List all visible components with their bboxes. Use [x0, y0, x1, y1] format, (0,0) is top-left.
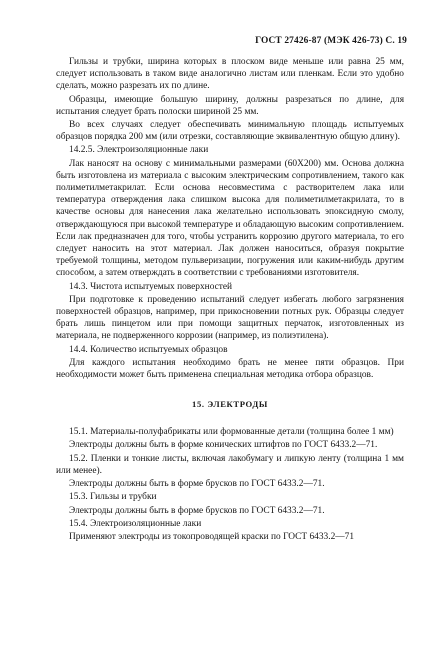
- page-body: [56, 56, 404, 544]
- paragraph-15-3-electrodes: Электроды должны быть в форме брусков по ГОСТ 6433.2—71.: [69, 505, 325, 516]
- paragraph-wide-samples: Образцы, имеющие большую ширину, должны разрезаться по длине, для испытания следует брать полоски шириной 25 мм.: [56, 94, 404, 117]
- subsection-14-2-5-title: 14.2.5. Электроизоляционные лаки: [69, 145, 209, 156]
- paragraph-15-2-electrodes: Электроды должны быть в форме брусков по ГОСТ 6433.2—71.: [69, 479, 325, 490]
- section-15-heading: 15. ЭЛЕКТРОДЫ: [192, 399, 268, 410]
- subsection-15-2-title: 15.2. Пленки и тонкие листы, включая лакобумагу и липкую ленту (толщина 1 мм или менее).: [56, 453, 404, 476]
- page-header: ГОСТ 27426-87 (МЭК 426-73) С. 19: [255, 36, 407, 46]
- subsection-15-4-title: 15.4. Электроизоляционные лаки: [69, 518, 202, 529]
- paragraph-15-4-electrodes: Применяют электроды из токопроводящей краски по ГОСТ 6433.2—71: [69, 531, 355, 542]
- paragraph-tubes-width: Гильзы и трубки, ширина которых в плоском виде меньше или равна 25 мм, следует использовать в таком виде аналогично листам или пленкам. Если это удобно сделать, можно разрезать их по длине.: [56, 57, 404, 92]
- paragraph-sample-count: Для каждого испытания необходимо брать не менее пяти образцов. При необходимости может быть применена специальная методика отбора образцов.: [56, 357, 404, 381]
- subsection-15-3-title: 15.3. Гильзы и трубки: [69, 492, 157, 503]
- paragraph-min-area: Во всех случаях следует обеспечивать минимальную площадь испытуемых образцов порядка 200 мм (или отрезки, составляющие эквивалентную общую длину).: [56, 120, 404, 143]
- subsection-14-4-title: 14.4. Количество испытуемых образцов: [69, 344, 228, 355]
- subsection-14-3-title: 14.3. Чистота испытуемых поверхностей: [69, 281, 233, 292]
- paragraph-15-1-electrodes: Электроды должны быть в форме конических штифтов по ГОСТ 6433.2—71.: [69, 440, 378, 451]
- paragraph-surface-cleanliness: При подготовке к проведению испытаний следует избегать любого загрязнения поверхностей образцов, например, при прикосновении потных рук. Образцы следует брать лишь пинцетом или при помощи защитных перчаток, изготовленных из материала, не подверженного коррозии (например, из полиэтилена).: [56, 294, 404, 342]
- paragraph-lacquer-substrate: Лак наносят на основу с минимальными размерами (60Х200) мм. Основа должна быть изготовлена из материала с высоким электрическим сопротивлением, такого как полиметилметакрилат. Если основа несовместима с растворителем лака или температура отверждения лака слишком высока для полиметилметакрилата, то в качестве основы для нанесения лака желательно использовать эпоксидную смолу, отверждающуюся при высокой температуре и обладающую высоким сопротивлением. Если лак предназначен для того, чтобы устранить коррозию другого материала, то его следует наносить на этот материал. Лак должен наноситься, образуя покрытие требуемой толщины, методом пульверизации, погружения или каким-нибудь другим способом, а затем отверждать в соответствии с требованиями изготовителя.: [56, 158, 404, 279]
- subsection-15-1-title: 15.1. Материалы-полуфабрикаты или формованные детали (толщина более 1 мм): [69, 427, 394, 438]
